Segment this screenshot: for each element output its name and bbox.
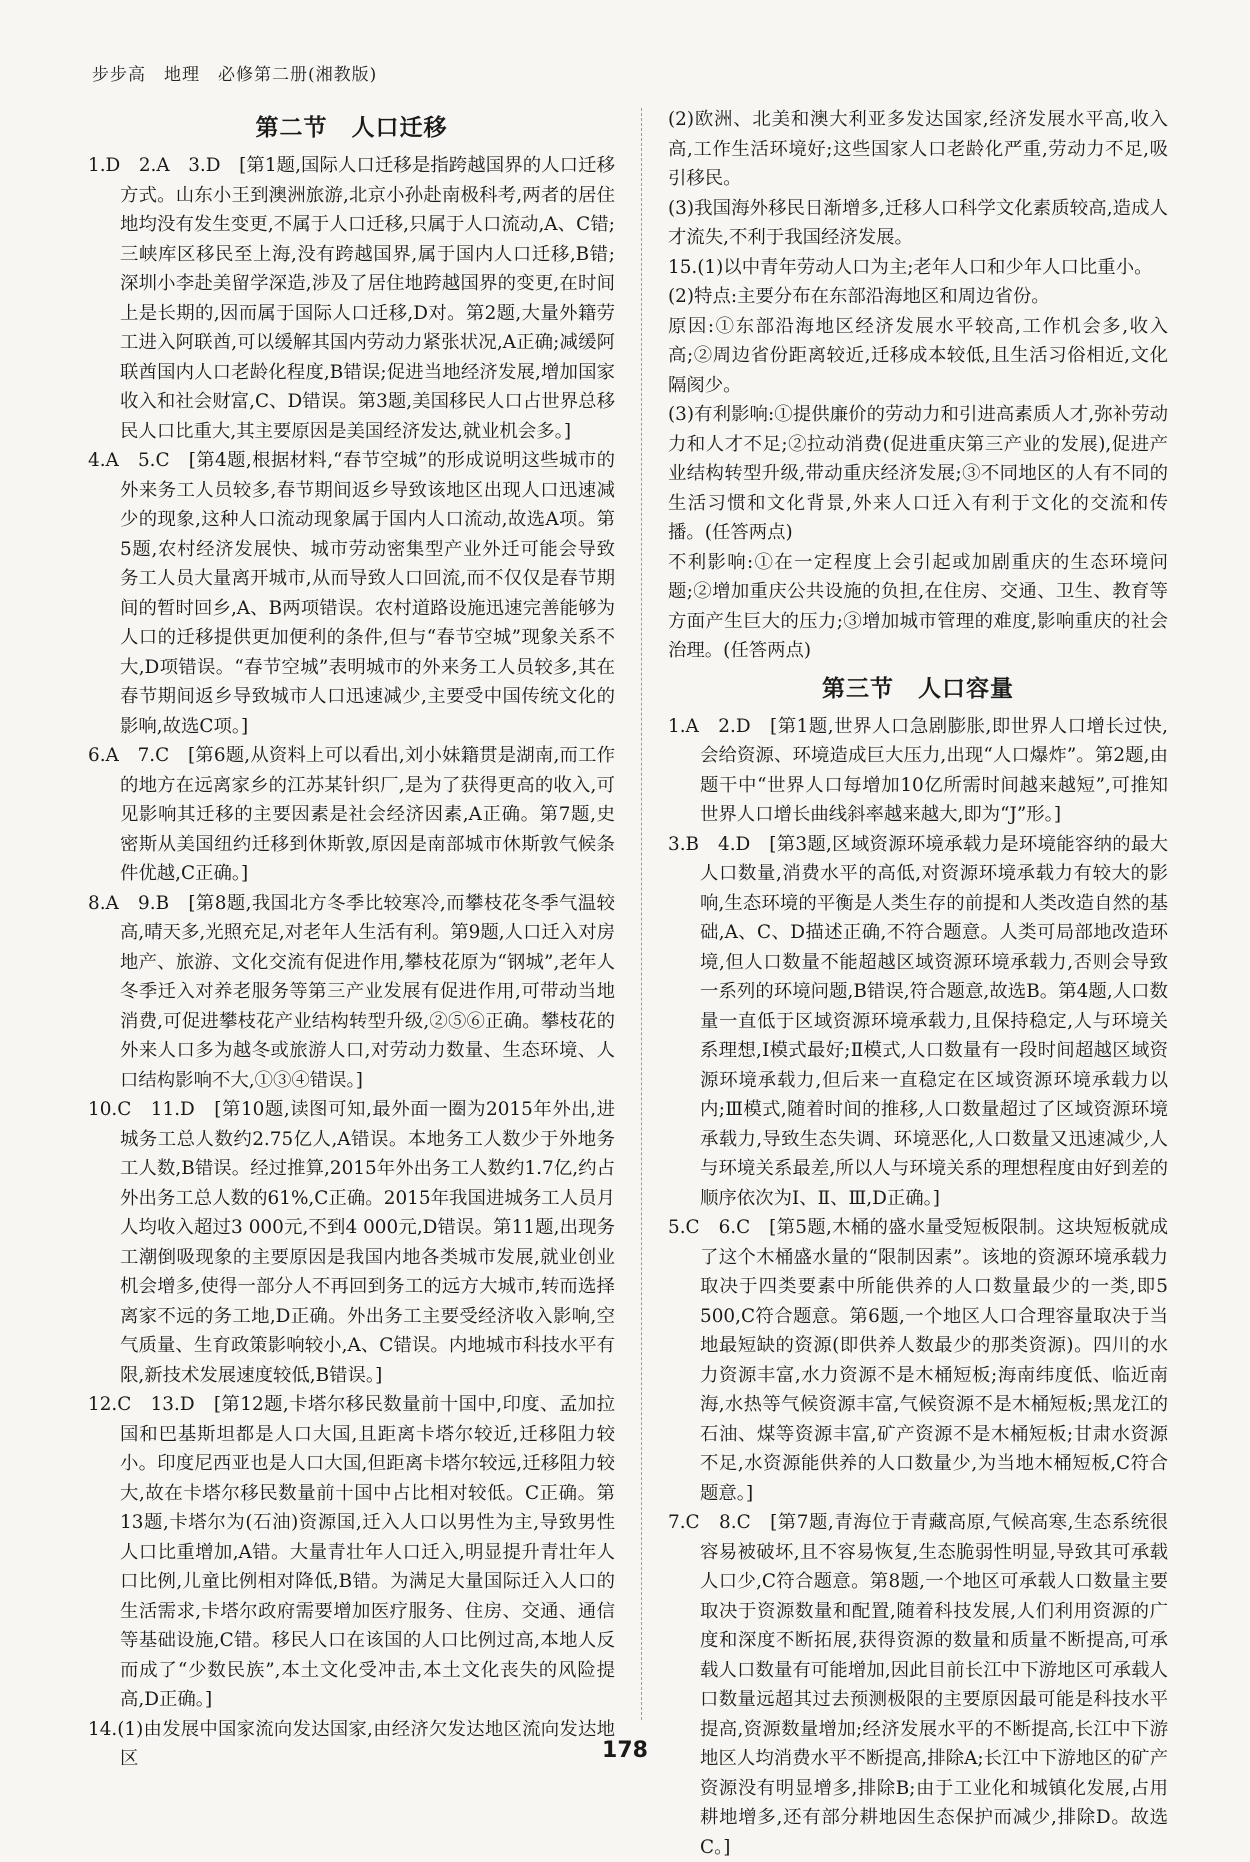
capacity-answer-q3-4: 3.B 4.D [第3题,区域资源环境承载力是环境能容纳的最大人口数量,消费水平的高低,对资源环境承载力有较大的影响,生态环境的平衡是人类生存的前提和人类改造自然的基础,A、C、D描述正确,不符合题意。人类可局部地改造环境,但人口数量不能超越区域资源环境承载力,否则会导致一系列的环境问题,B错误,符合题意,故选B。第4题,人口数量一直低于区域资源环境承载力,且保持稳定,人与环境关系理想,Ⅰ模式最好;Ⅱ模式,人口数量有一段时间超越区域资源环境承载力,但后来一直稳定在区域资源环境承载力以内;Ⅲ模式,随着时间的推移,人口数量超过了区域资源环境承载力,导致生态失调、环境恶化,人口数量又迅速减少,人与环境关系最差,所以人与环境关系的理想程度由好到差的顺序依次为Ⅰ、Ⅱ、Ⅲ,D正确。] [668, 833, 1168, 1209]
answer-q8-9: 8.A 9.B [第8题,我国北方冬季比较寒冷,而攀枝花冬季气温较高,晴天多,光照充足,对老年人生活有利。第9题,人口迁入对房地产、旅游、文化交流有促进作用,攀枝花原为“钢城”,老年人冬季迁入对养老服务等第三产业发展有促进作用,可带动当地消费,可促进攀枝花产业结构转型升级,②⑤⑥正确。攀枝花的外来人口多为越冬或旅游人口,对劳动力数量、生态环境、人口结构影响不大,①③④错误。] [88, 892, 615, 1091]
answer-q14-part1: 14.(1)由发展中国家流向发达国家,由经济欠发达地区流向发达地区 [88, 1718, 615, 1769]
right-column [668, 105, 1168, 1862]
capacity-answer-q1-2: 1.A 2.D [第1题,世界人口急剧膨胀,即世界人口增长过快,会给资源、环境造成巨大压力,出现“人口爆炸”。第2题,由题干中“世界人口每增加10亿所需时间越来越短”,可推知世界人口增长曲线斜率越来越大,即为“J”形。] [668, 715, 1168, 825]
answer-q10-11: 10.C 11.D [第10题,读图可知,最外面一圈为2015年外出,进城务工总人数约2.75亿人,A错误。本地务工人数少于外地务工人数,B错误。经过推算,2015年外出务工人数约1.7亿,约占外出务工总人数的61%,C正确。2015年我国进城务工人员月人均收入超过3 000元,不到4 000元,D错误。第11题,出现务工潮倒吸现象的主要原因是我国内地各类城市发展,就业创业机会增多,使得一部分人不再回到务工的远方大城市,转而选择离家不远的务工地,D正确。外出务工主要受经济收入影响,空气质量、生育政策影响较小,A、C错误。内地城市科技水平有限,新技术发展速度较低,B错误。] [88, 1099, 615, 1386]
section-title-capacity: 第三节 人口容量 [822, 675, 1014, 702]
answer-q14-part2: (2)欧洲、北美和澳大利亚多发达国家,经济发展水平高,收入高,工作生活环境好;这些国家人口老龄化严重,劳动力不足,吸引移民。 [668, 109, 1168, 189]
answer-q15-negative: 不利影响:①在一定程度上会引起或加剧重庆的生态环境问题;②增加重庆公共设施的负担,在住房、交通、卫生、教育等方面产生巨大的压力;③增加城市管理的难度,影响重庆的社会治理。(任答两点) [668, 551, 1168, 661]
capacity-answer-q5-6: 5.C 6.C [第5题,木桶的盛水量受短板限制。这块短板就成了这个木桶盛水量的“限制因素”。该地的资源环境承载力取决于四类要素中所能供养的人口数量最少的一类,即5 500,C符合题意。第6题,一个地区人口合理容量取决于当地最短缺的资源(即供养人数最少的那类资源)。四川的水力资源丰富,水力资源不是木桶短板;海南纬度低、临近南海,水热等气候资源丰富,气候资源不是木桶短板;黑龙江的石油、煤等资源丰富,矿产资源不是木桶短板;甘肃水资源不足,水资源能供养的人口数量少,为当地木桶短板,C符合题意。] [668, 1217, 1168, 1504]
left-column [88, 105, 615, 1774]
answer-q6-7: 6.A 7.C [第6题,从资料上可以看出,刘小妹籍贯是湖南,而工作的地方在远离家乡的江苏某针织厂,是为了获得更高的收入,可见影响其迁移的主要因素是社会经济因素,A正确。第7题,史密斯从美国纽约迁移到休斯敦,原因是南部城市休斯敦气候条件优越,C正确。] [88, 745, 615, 884]
column-divider [641, 108, 642, 1720]
answer-q15-reason: 原因:①东部沿海地区经济发展水平较高,工作机会多,收入高;②周边省份距离较近,迁移成本较低,且生活习俗相近,文化隔阂少。 [668, 315, 1168, 396]
answer-q12-13: 12.C 13.D [第12题,卡塔尔移民数量前十国中,印度、孟加拉国和巴基斯坦都是人口大国,且距离卡塔尔较近,迁移阻力较小。印度尼西亚也是人口大国,但距离卡塔尔较远,迁移阻力较大,故在卡塔尔移民数量前十国中占比相对较低。C正确。第13题,卡塔尔为(石油)资源国,迁入人口以男性为主,导致男性人口比重增加,A错。大量青壮年人口迁入,明显提升青壮年人口比例,儿童比例相对降低,B错。为满足大量国际迁入人口的生活需求,卡塔尔政府需要增加医疗服务、住房、交通、通信等基础设施,C错。移民人口在该国的人口比例过高,本地人反而成了“少数民族”,本土文化受冲击,本土文化丧失的风险提高,D正确。] [88, 1394, 615, 1710]
answer-q14-part3: (3)我国海外移民日渐增多,迁移人口科学文化素质较高,造成人才流失,不利于我国经济发展。 [668, 197, 1168, 248]
answer-q15-part1: 15.(1)以中青年劳动人口为主;老年人口和少年人口比重小。 [668, 256, 1153, 278]
answer-q15-part2: (2)特点:主要分布在东部沿海地区和周边省份。 [668, 286, 1050, 307]
book-header: 步步高 地理 必修第二册(湘教版) [92, 65, 378, 85]
capacity-answer-q7-8: 7.C 8.C [第7题,青海位于青藏高原,气候高寒,生态系统很容易被破坏,且不容易恢复,生态脆弱性明显,导致其可承载人口少,C符合题意。第8题,一个地区可承载人口数量主要取决于资源数量和配置,随着科技发展,人们利用资源的广度和深度不断拓展,获得资源的数量和质量不断提高,可承载人口数量有可能增加,因此目前长江中下游地区可承载人口数量远超其过去预测极限的主要原因最可能是科技水平提高,资源数量增加;经济发展水平的不断提高,长江中下游地区人均消费水平不断提高,排除A;长江中下游地区的矿产资源没有明显增多,排除B;由于工业化和城镇化发展,占用耕地增多,还有部分耕地因生态保护而减少,排除D。故选C。] [668, 1512, 1168, 1858]
answer-q1-3: 1.D 2.A 3.D [第1题,国际人口迁移是指跨越国界的人口迁移方式。山东小王到澳洲旅游,北京小孙赴南极科考,两者的居住地均没有发生变更,不属于人口迁移,只属于人口流动,A、C错;三峡库区移民至上海,没有跨越国界,属于国内人口迁移,B错;深圳小李赴美留学深造,涉及了居住地跨越国界的变更,在时间上是长期的,因而属于国际人口迁移,D对。第2题,大量外籍劳工进入阿联酋,可以缓解其国内劳动力紧张状况,A正确;减缓阿联酋国内人口老龄化程度,B错误;促进当地经济发展,增加国家收入和社会财富,C、D错误。第3题,美国移民人口占世界总移民人口比重大,其主要原因是美国经济发达,就业机会多。] [88, 155, 615, 442]
answer-q15-part3: (3)有利影响:①提供廉价的劳动力和引进高素质人才,弥补劳动力和人才不足;②拉动消费(促进重庆第三产业的发展),促进产业结构转型升级,带动重庆经济发展;③不同地区的人有不同的生活习惯和文化背景,外来人口迁入有利于文化的交流和传播。(任答两点) [668, 404, 1168, 543]
answer-q4-5: 4.A 5.C [第4题,根据材料,“春节空城”的形成说明这些城市的外来务工人员较多,春节期间返乡导致该地区出现人口迅速减少的现象,这种人口流动现象属于国内人口流动,故选A项。第5题,农村经济发展快、城市劳动密集型产业外迁可能会导致务工人员大量离开城市,从而导致人口回流,而不仅仅是春节期间的暂时回乡,A、B两项错误。农村道路设施迅速完善能够为人口的迁移提供更加便利的条件,但与“春节空城”现象关系不大,D项错误。“春节空城”表明城市的外来务工人员较多,其在春节期间返乡导致城市人口迅速减少,主要受中国传统文化的影响,故选C项。] [88, 450, 615, 737]
section-title-migration: 第二节 人口迁移 [255, 115, 448, 141]
page-number: 178 [602, 1738, 648, 1763]
